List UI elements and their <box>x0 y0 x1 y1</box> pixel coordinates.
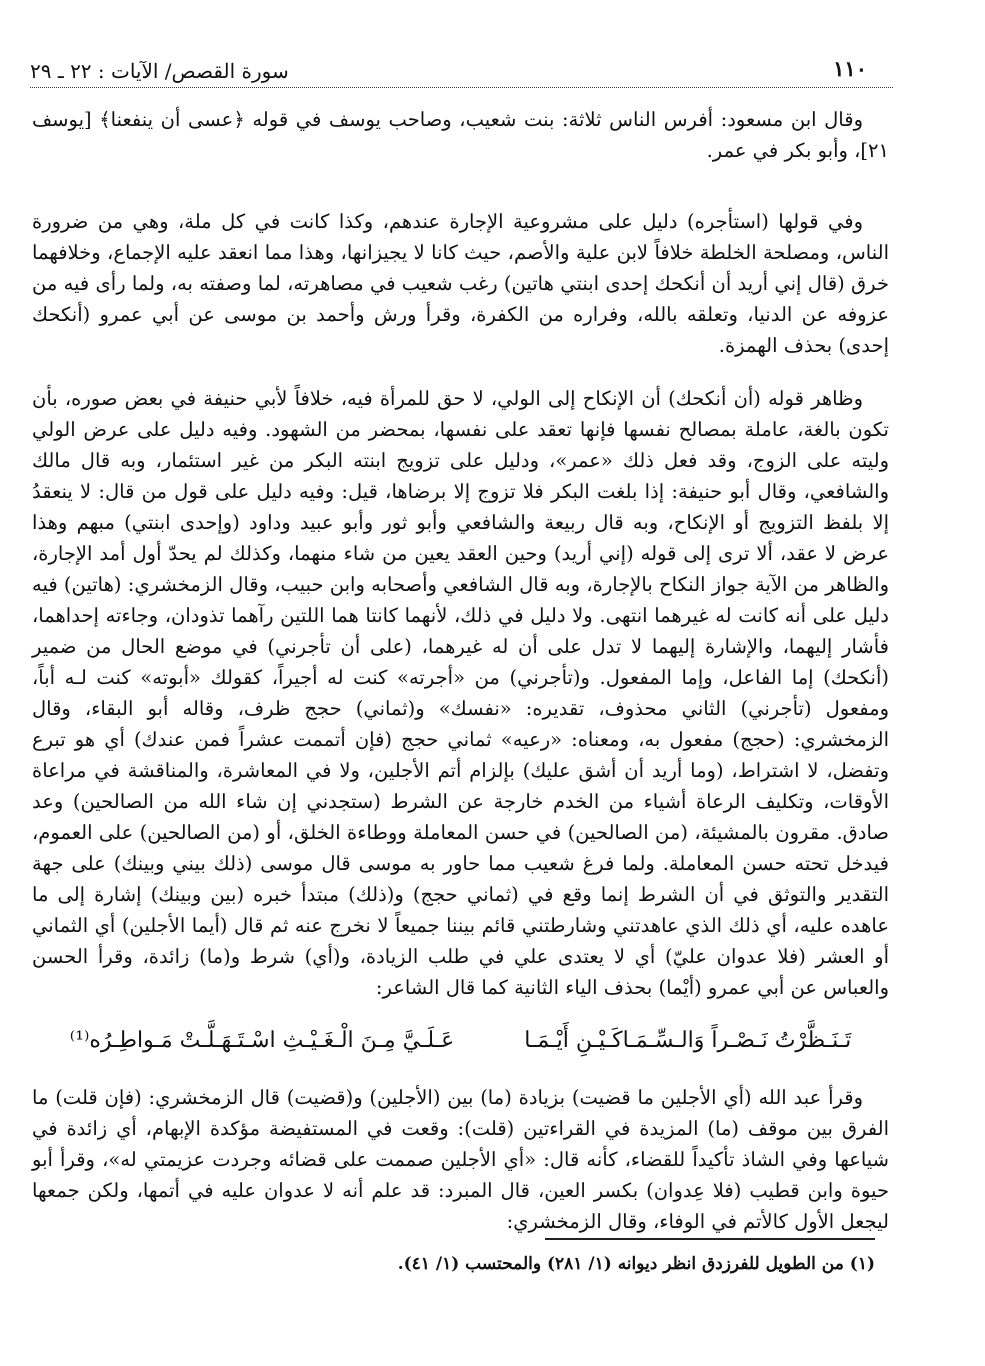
verse-left-hemistich: عَـلَـيَّ مِـنَ الْـغَـيْـثِ اسْـتَـهَـلَّـتْ مَـواطِـرُه⁽¹⁾ <box>69 1028 455 1053</box>
footnote: (١) من الطويل للفرزدق انظر ديوانه (١/ ٢٨١) والمحتسب (١/ ٤١). <box>397 1254 875 1274</box>
page-number: ١١٠ <box>833 56 867 81</box>
paragraph-2: وفي قولها (استأجره) دليل على مشروعية الإجارة عندهم، وكذا كانت في كل ملة، وهي من ضرورة الناس، ومصلحة الخلطة خلافاً لابن علية والأصم، حيث كانا لا يجيزانها، وهذا مما انعقد عليه الإجماع، وخلافهما خرق (قال إني أريد أن أنكحك إحدى ابنتي هاتين) رغب شعيب في مصاهرته، لما وصفته به، ولما رأى فيه من عزوفه عن الدنيا، وتعلقه بالله، وفراره من الكفرة، وقرأ ورش وأحمد بن موسى عن أبي عمرو (أنكحك إحدى) بحذف الهمزة. <box>32 210 889 357</box>
paragraph-4: وقرأ عبد الله (أي الأجلين ما قضيت) بزيادة (ما) بين (الأجلين) و(قضيت) قال الزمخشري: (فإن قلت) ما الفرق بين موقف (ما) المزيدة في القراءتين (قلت): وقعت في المستفيضة مؤكدة الإبهام، أي زائدة في شياعها وفي الشاذ تأكيداً للقضاء، كأنه قال: «أي الأجلين صممت على قضائه وجردت عزيمتي له»، وقرأ أبو حيوة وابن قطيب (فلا عِدوان) بكسر العين، قال المبرد: قد علم أنه لا عدوان عليه في أتمها، ولكن جمعها ليجعل الأول كالأتم في الوفاء، وقال الزمخشري: <box>32 1086 889 1233</box>
paragraph-1: وقال ابن مسعود: أفرس الناس ثلاثة: بنت شعيب، وصاحب يوسف في قوله ﴿عسى أن ينفعنا﴾ [يوسف ٢١]، وأبو بكر في عمر. <box>32 108 889 162</box>
verse-right-hemistich: تَـنَـظَّرْتُ نَـصْـراً وَالـسِّـمَـاكَـيْـنِ أَيْـمَـا <box>524 1028 852 1053</box>
running-header <box>30 56 893 88</box>
poetry-verse <box>32 1025 889 1056</box>
main-text <box>32 104 889 1255</box>
paragraph-3: وظاهر قوله (أن أنكحك) أن الإنكاح إلى الولي، لا حق للمرأة فيه، خلافاً لأبي حنيفة في بعض صوره، بأن تكون بالغة، عاملة بمصالح نفسها فإنها تعقد على نفسها، بمحضر من الشهود. وفيه دليل على عرض الولي وليته على الزوج، وقد فعل ذلك «عمر»، ودليل على تزويج ابنته البكر من غير استئمار، وبه قال مالك والشافعي، وقال أبو حنيفة: إذا بلغت البكر فلا تزوج إلا برضاها، قيل: وفيه دليل على قول من قال: لا ينعقدُ إلا بلفظ التزويج أو الإنكاح، وبه قال ربيعة والشافعي وأبو ثور وأبو عبيد وداود (وإحدى ابنتي) مبهم وهذا عرض لا عقد، ألا ترى إلى قوله (إني أريد) وحين العقد يعين من شاء منهما، وكذلك لم يحدّ أول أمد الإجارة، والظاهر من الآية جواز النكاح بالإجارة، وبه قال الشافعي وأصحابه وابن حبيب، وقال الزمخشري: (هاتين) فيه دليل على أنه كانت له غيرهما انتهى. ولا دليل في ذلك، لأنهما كانتا هما اللتين رآهما تذودان، وجاءته إحداهما، فأشار إليهما، والإشارة إليهما لا تدل على أن له غيرهما، (على أن تأجرني) في موضع الحال من ضمير (أنكحك) إما الفاعل، وإما المفعول. و(تأجرني) من «أجرته» كنت له أجيراً، كقولك «أبوته» كنت لـه أباً، ومفعول (تأجرني) الثاني محذوف، تقديره: «نفسك» و(ثماني) حجج ظرف، وقاله أبو البقاء، وقال الزمخشري: (حجج) مفعول به، ومعناه: «رعيه» ثماني حجج (فإن أتممت عشراً فمن عندك) أي هو تبرع وتفضل، لا اشتراط، (وما أريد أن أشق عليك) بإلزام أتم الأجلين، ولا في المعاشرة، والمناقشة في مراعاة الأوقات، وتكليف الرعاة أشياء من الخدم خارجة عن الشرط (ستجدني إن شاء الله من الصالحين) وعد صادق. مقرون بالمشيئة، (من الصالحين) في حسن المعاملة ووطاءة الخلق، أو (من الصالحين) على العموم، فيدخل تحته حسن المعاملة. ولما فرغ شعيب مما حاور به موسى قال موسى (ذلك بيني وبينك) على جهة التقدير والتوثق في أن الشرط إنما وقع في (ثماني حجج) و(ذلك) مبتدأ خبره (بين وبينك) إشارة إلى ما عاهده عليه، أي ذلك الذي عاهدتني وشارطتني قائم بيننا جميعاً لا نخرج عنه ثم قال (أيما الأجلين) أي الثماني أو العشر (فلا عدوان عليّ) أي لا يعتدى علي في طلب الزيادة، و(أي) شرط و(ما) زائدة، وقرأ الحسن والعباس عن أبي عمرو (أيْما) بحذف الياء الثانية كما قال الشاعر: <box>32 387 889 999</box>
footnote-divider <box>545 1238 875 1240</box>
running-title: سورة القصص/ الآيات : ٢٢ ـ ٢٩ <box>30 59 289 83</box>
